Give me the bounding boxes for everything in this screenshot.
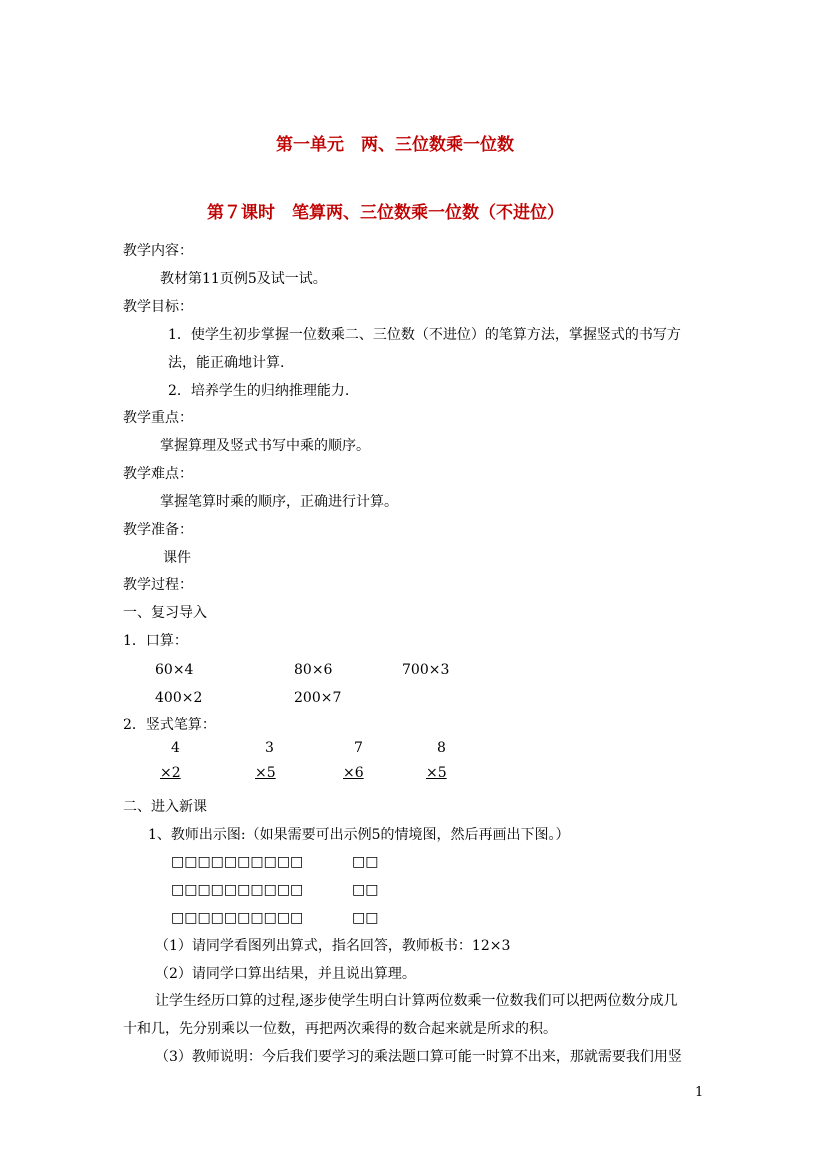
key-text: 掌握算理及竖式书写中乘的顺序。: [160, 438, 370, 454]
box-row-left: □□□□□□□□□□: [171, 854, 304, 870]
question-3: （3）教师说明：今后我们要学习的乘法题口算可能一时算不出来，那就需要我们用竖: [155, 1049, 682, 1065]
oral-item: 700×3: [402, 662, 450, 678]
prep-label: 教学准备：: [123, 522, 193, 538]
box-row-left: □□□□□□□□□□: [171, 882, 304, 898]
content-text: 教材第11页例5及试一试。: [160, 271, 327, 287]
goal-1-line-2: 法，能正确地计算.: [168, 355, 285, 371]
paragraph-line-2: 十和几，先分别乘以一位数，再把两次乘得的数合起来就是所求的积。: [123, 1021, 557, 1037]
box-row-right: □□: [352, 910, 379, 926]
difficulty-label: 教学难点：: [123, 466, 193, 482]
question-1: （1）请同学看图列出算式，指名回答，教师板书：12×3: [155, 938, 511, 954]
oral-item: 80×6: [294, 662, 333, 678]
unit-title: 第一单元 两、三位数乘一位数: [276, 135, 514, 155]
box-row-right: □□: [352, 854, 379, 870]
vertical-bottom: ×5: [426, 765, 447, 781]
page-number: 1: [695, 1085, 704, 1100]
vertical-bottom: ×5: [255, 765, 276, 781]
process-label: 教学过程：: [123, 577, 193, 593]
vertical-top: 4: [171, 740, 180, 756]
oral-label: 1．口算：: [123, 633, 188, 649]
paragraph-line-1: 让学生经历口算的过程,逐步使学生明白计算两位数乘一位数我们可以把两位数分成几: [155, 993, 678, 1009]
vertical-top: 3: [265, 740, 274, 756]
lesson-title: 第７课时 笔算两、三位数乘一位数（不进位）: [207, 203, 564, 223]
vertical-bottom: ×6: [343, 765, 364, 781]
section-new-lesson: 二、进入新课: [123, 799, 207, 815]
vertical-label: 2．竖式笔算：: [123, 717, 216, 733]
prep-text: 课件: [163, 550, 191, 566]
step-1: 1、教师出示图:（如果需要可出示例5的情境图，然后再画出下图。）: [148, 827, 570, 843]
oral-item: 200×7: [294, 690, 342, 706]
key-label: 教学重点：: [123, 410, 193, 426]
goal-2: 2．培养学生的归纳推理能力.: [168, 383, 350, 399]
box-row-right: □□: [352, 882, 379, 898]
vertical-bottom: ×2: [160, 765, 181, 781]
section-review: 一、复习导入: [123, 605, 207, 621]
box-row-left: □□□□□□□□□□: [171, 910, 304, 926]
vertical-top: 8: [437, 740, 446, 756]
difficulty-text: 掌握笔算时乘的顺序，正确进行计算。: [160, 494, 398, 510]
goals-label: 教学目标：: [123, 299, 193, 315]
vertical-top: 7: [354, 740, 363, 756]
goal-1-line-1: 1．使学生初步掌握一位数乘二、三位数（不进位）的笔算方法，掌握竖式的书写方: [168, 327, 681, 343]
oral-item: 60×4: [155, 662, 194, 678]
content-label: 教学内容：: [123, 243, 193, 259]
question-2: （2）请同学口算出结果，并且说出算理。: [155, 966, 416, 982]
oral-item: 400×2: [155, 690, 203, 706]
